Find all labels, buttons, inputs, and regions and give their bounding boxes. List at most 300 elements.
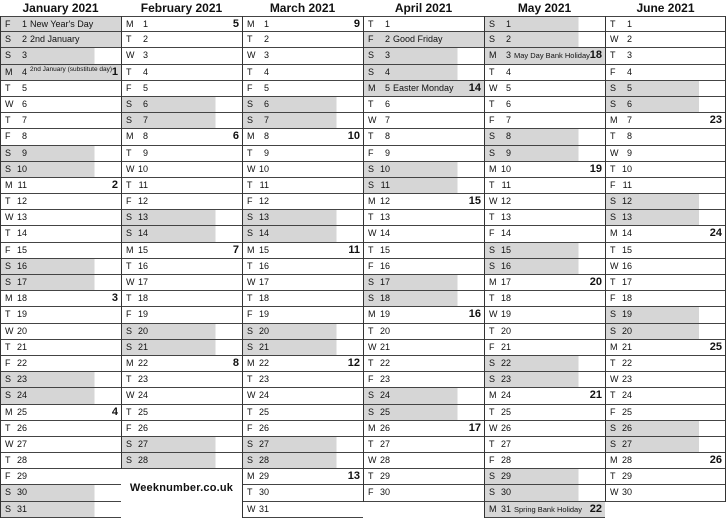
day-row	[243, 97, 363, 113]
weekday-letter: T	[489, 98, 495, 109]
weekday-letter: S	[247, 228, 254, 239]
weekday-letter: M	[247, 471, 255, 482]
weekday-letter: W	[5, 212, 14, 223]
day-number: 15	[137, 244, 148, 255]
day-number: 16	[137, 260, 148, 271]
day-row	[364, 178, 484, 194]
day-number: 22	[379, 357, 390, 368]
day-number: 13	[621, 212, 632, 223]
day-number: 6	[626, 98, 632, 109]
day-row	[606, 81, 725, 97]
week-number: 18	[589, 49, 602, 62]
day-row	[1, 162, 121, 178]
day-row	[364, 16, 484, 32]
weekday-letter: S	[610, 422, 617, 433]
day-number: 31	[500, 503, 511, 514]
weekday-letter: T	[247, 374, 253, 385]
day-row	[364, 485, 484, 501]
day-row	[364, 32, 484, 48]
day-number: 4	[21, 66, 27, 77]
weekday-letter: S	[247, 115, 254, 126]
weekday-letter: S	[368, 163, 375, 174]
day-number: 16	[500, 260, 511, 271]
weekday-letter: T	[610, 277, 616, 287]
day-number: 11	[501, 179, 511, 190]
day-row	[1, 65, 121, 81]
weekday-letter: F	[368, 147, 374, 158]
day-row	[243, 178, 363, 194]
day-number: 14	[379, 228, 390, 239]
weekday-letter: M	[126, 357, 134, 368]
weekday-letter: T	[247, 34, 253, 45]
weekday-letter: S	[247, 341, 254, 352]
day-number: 9	[263, 147, 269, 158]
weekday-letter: S	[489, 357, 496, 368]
day-number: 19	[258, 309, 269, 320]
weekday-letter: T	[489, 293, 495, 304]
day-number: 28	[500, 455, 511, 466]
day-number: 2	[505, 34, 511, 45]
day-row	[485, 243, 605, 259]
day-number: 14	[137, 228, 148, 239]
day-number: 9	[21, 147, 27, 158]
day-number: 7	[505, 115, 511, 126]
day-number: 20	[379, 325, 390, 336]
day-number: 22	[258, 357, 269, 368]
day-row	[485, 421, 605, 437]
day-row	[1, 502, 121, 518]
weekday-letter: T	[489, 179, 495, 190]
day-number: 19	[16, 309, 27, 320]
week-number: 21	[589, 389, 602, 402]
day-row	[243, 210, 363, 226]
day-row	[122, 97, 242, 113]
day-number: 4	[142, 66, 148, 77]
day-number: 10	[621, 163, 632, 174]
weekday-letter: M	[126, 131, 134, 142]
week-number: 17	[468, 421, 481, 434]
day-number: 21	[621, 341, 632, 352]
day-number: 4	[626, 66, 632, 77]
day-number: 22	[500, 357, 511, 368]
weekday-letter: T	[126, 34, 132, 45]
day-number: 12	[137, 196, 148, 207]
month-column	[363, 0, 484, 502]
day-row	[1, 48, 121, 64]
day-row	[485, 178, 605, 194]
day-row	[364, 48, 484, 64]
weekday-letter: T	[368, 212, 374, 223]
day-row	[122, 113, 242, 129]
day-row	[243, 65, 363, 81]
day-number: 13	[137, 212, 148, 223]
day-row	[122, 453, 242, 469]
day-row	[1, 372, 121, 388]
day-number: 27	[16, 438, 27, 449]
day-row	[122, 226, 242, 242]
weekday-letter: T	[247, 66, 253, 77]
day-number: 29	[379, 471, 390, 482]
day-row	[1, 32, 121, 48]
weekday-letter: S	[610, 82, 617, 93]
weekday-letter: W	[610, 260, 619, 271]
weekday-letter: T	[126, 147, 132, 158]
day-row	[485, 162, 605, 178]
day-number: 1	[505, 19, 511, 29]
day-number: 1	[626, 19, 632, 29]
weekday-letter: M	[5, 406, 13, 417]
day-row	[364, 307, 484, 323]
day-row	[485, 194, 605, 210]
day-row	[364, 388, 484, 404]
day-row	[122, 243, 242, 259]
weekday-letter: F	[126, 422, 132, 433]
day-row	[243, 453, 363, 469]
day-row	[122, 210, 242, 226]
holiday-label: May Day Bank Holiday	[514, 51, 590, 61]
weekday-letter: S	[489, 131, 496, 142]
weekday-letter: W	[489, 82, 498, 93]
weekday-letter: S	[5, 260, 12, 271]
day-number: 30	[258, 487, 269, 498]
day-number: 15	[500, 244, 511, 255]
day-number: 10	[137, 163, 148, 174]
day-number: 3	[626, 50, 632, 61]
day-row	[485, 469, 605, 485]
day-row	[606, 97, 725, 113]
weekday-letter: S	[489, 19, 496, 29]
day-number: 24	[258, 390, 269, 401]
day-number: 22	[16, 357, 27, 368]
weekday-letter: S	[368, 390, 375, 401]
day-row	[243, 340, 363, 356]
weekday-letter: F	[5, 471, 11, 482]
weekday-letter: W	[126, 390, 135, 401]
weekday-letter: T	[489, 66, 495, 77]
day-row	[364, 453, 484, 469]
weekday-letter: S	[368, 50, 375, 61]
day-list	[484, 16, 605, 518]
day-number: 12	[379, 196, 390, 207]
day-number: 21	[16, 341, 27, 352]
day-number: 31	[16, 503, 27, 514]
weekday-letter: S	[489, 374, 496, 385]
weekday-letter: W	[126, 50, 135, 61]
weekday-letter: W	[126, 277, 135, 287]
day-row	[122, 340, 242, 356]
day-number: 15	[379, 244, 390, 255]
weekday-letter: T	[247, 293, 253, 304]
day-row	[122, 437, 242, 453]
weekday-letter: M	[126, 19, 134, 29]
day-number: 16	[16, 260, 27, 271]
week-number: 15	[468, 195, 481, 208]
weekday-letter: F	[126, 309, 132, 320]
day-number: 2	[263, 34, 269, 45]
day-number: 30	[621, 487, 632, 498]
day-list	[0, 16, 121, 518]
day-row	[485, 129, 605, 145]
weekday-letter: F	[489, 341, 495, 352]
weekday-letter: M	[368, 196, 376, 207]
day-row	[364, 113, 484, 129]
day-row	[122, 259, 242, 275]
weekday-letter: S	[5, 147, 12, 158]
day-row	[1, 275, 121, 291]
weekday-letter: S	[368, 406, 375, 417]
weekday-letter: T	[5, 82, 11, 93]
day-row	[485, 307, 605, 323]
day-number: 23	[16, 374, 27, 385]
week-number: 8	[232, 356, 239, 369]
day-row	[606, 485, 725, 501]
day-number: 9	[142, 147, 148, 158]
day-row	[364, 243, 484, 259]
day-row	[485, 275, 605, 291]
weekday-letter: S	[5, 163, 12, 174]
weekday-letter: S	[489, 244, 496, 255]
day-row	[606, 48, 725, 64]
weekday-letter: W	[368, 341, 377, 352]
day-row	[364, 97, 484, 113]
week-number: 16	[468, 308, 481, 321]
day-number: 10	[16, 163, 27, 174]
day-row	[122, 81, 242, 97]
weekday-letter: T	[126, 179, 132, 190]
day-row	[243, 291, 363, 307]
day-row	[122, 324, 242, 340]
day-row	[243, 421, 363, 437]
day-row	[364, 356, 484, 372]
day-row	[485, 81, 605, 97]
day-row	[243, 194, 363, 210]
week-number: 13	[347, 470, 360, 483]
weekday-letter: S	[5, 390, 12, 401]
day-row	[243, 405, 363, 421]
day-row	[122, 388, 242, 404]
weekday-letter: F	[247, 82, 253, 93]
day-number: 3	[384, 50, 390, 61]
day-number: 26	[16, 422, 27, 433]
day-row	[364, 65, 484, 81]
day-number: 23	[137, 374, 148, 385]
day-number: 5	[384, 82, 390, 93]
weekday-letter: S	[247, 325, 254, 336]
day-row	[606, 16, 725, 32]
weekday-letter: F	[5, 131, 11, 142]
day-row	[243, 469, 363, 485]
day-row	[243, 162, 363, 178]
weekday-letter: S	[126, 438, 133, 449]
weekday-letter: F	[489, 115, 495, 126]
weekday-letter: T	[126, 66, 132, 77]
month-column	[121, 0, 242, 469]
day-row	[1, 146, 121, 162]
weekday-letter: S	[489, 147, 496, 158]
day-number: 25	[379, 406, 390, 417]
month-column	[605, 0, 726, 502]
weekday-letter: T	[610, 390, 616, 401]
day-number: 26	[500, 422, 511, 433]
weekday-letter: T	[247, 147, 253, 158]
weekday-letter: S	[5, 374, 12, 385]
week-number: 2	[111, 178, 118, 191]
day-row	[364, 275, 484, 291]
weekday-letter: T	[5, 455, 11, 466]
month-title: April 2021	[394, 1, 453, 15]
day-number: 18	[258, 293, 269, 304]
day-number: 19	[379, 309, 390, 320]
weekday-letter: S	[368, 179, 375, 190]
day-number: 11	[622, 179, 632, 190]
month-title: February 2021	[140, 1, 223, 15]
day-row	[1, 437, 121, 453]
day-number: 9	[626, 147, 632, 158]
day-row	[1, 356, 121, 372]
weekday-letter: M	[247, 19, 255, 29]
weekday-letter: F	[610, 406, 616, 417]
day-row	[485, 32, 605, 48]
weekday-letter: T	[368, 244, 374, 255]
weekday-letter: T	[610, 163, 616, 174]
day-row	[243, 48, 363, 64]
week-number: 22	[589, 502, 602, 515]
weekday-letter: S	[126, 228, 133, 239]
day-row	[485, 291, 605, 307]
month-column	[0, 0, 121, 518]
day-row	[485, 324, 605, 340]
weekday-letter: F	[5, 19, 11, 29]
day-row	[243, 32, 363, 48]
day-row	[606, 275, 725, 291]
day-row	[1, 485, 121, 501]
day-number: 8	[384, 131, 390, 142]
weekday-letter: F	[247, 309, 253, 320]
week-number: 26	[709, 454, 722, 467]
weekday-letter: F	[368, 374, 374, 385]
day-number: 11	[259, 179, 269, 190]
day-number: 28	[16, 455, 27, 466]
day-row	[122, 162, 242, 178]
day-row	[1, 113, 121, 129]
day-number: 3	[21, 50, 27, 61]
day-number: 14	[258, 228, 269, 239]
day-row	[364, 146, 484, 162]
holiday-label: Spring Bank Holiday	[514, 504, 582, 514]
day-number: 11	[380, 179, 390, 190]
weekday-letter: T	[368, 438, 374, 449]
weekday-letter: W	[368, 115, 377, 126]
day-row	[1, 405, 121, 421]
weekday-letter: S	[610, 325, 617, 336]
holiday-label: Good Friday	[393, 34, 443, 45]
day-number: 26	[137, 422, 148, 433]
weekday-letter: W	[247, 503, 256, 514]
day-row	[122, 372, 242, 388]
day-row	[122, 48, 242, 64]
day-number: 14	[16, 228, 27, 239]
weekday-letter: S	[610, 98, 617, 109]
day-number: 20	[137, 325, 148, 336]
day-row	[485, 388, 605, 404]
day-row	[485, 356, 605, 372]
day-row	[485, 113, 605, 129]
weekday-letter: S	[126, 341, 133, 352]
holiday-label: New Year's Day	[30, 19, 94, 29]
day-row	[243, 307, 363, 323]
day-number: 13	[500, 212, 511, 223]
day-number: 24	[137, 390, 148, 401]
weekday-letter: S	[5, 503, 12, 514]
day-number: 8	[21, 131, 27, 142]
weekday-letter: F	[489, 228, 495, 239]
weekday-letter: M	[5, 179, 13, 190]
weekday-letter: W	[489, 309, 498, 320]
day-number: 12	[500, 196, 511, 207]
week-number: 7	[232, 243, 239, 256]
weekday-letter: M	[247, 131, 255, 142]
holiday-label: Easter Monday	[393, 82, 454, 93]
weekday-letter: T	[5, 196, 11, 207]
weekday-letter: M	[610, 228, 618, 239]
day-number: 23	[258, 374, 269, 385]
weekday-letter: M	[489, 277, 497, 287]
day-row	[1, 226, 121, 242]
weekday-letter: T	[368, 325, 374, 336]
weekday-letter: M	[610, 341, 618, 352]
week-number: 3	[111, 292, 118, 305]
day-number: 14	[621, 228, 632, 239]
weekday-letter: S	[5, 487, 12, 498]
day-row	[606, 65, 725, 81]
weekday-letter: S	[489, 34, 496, 45]
day-row	[606, 453, 725, 469]
weekday-letter: F	[610, 66, 616, 77]
day-number: 6	[21, 98, 27, 109]
weekday-letter: W	[247, 390, 256, 401]
day-number: 1	[263, 19, 269, 29]
day-row	[243, 388, 363, 404]
weekday-letter: W	[610, 374, 619, 385]
week-number: 25	[709, 340, 722, 353]
day-row	[122, 405, 242, 421]
weekday-letter: T	[5, 228, 11, 239]
day-number: 24	[621, 390, 632, 401]
day-number: 19	[500, 309, 511, 320]
day-row	[1, 421, 121, 437]
weekday-letter: S	[368, 293, 375, 304]
weekday-letter: F	[126, 196, 132, 207]
day-row	[485, 437, 605, 453]
day-number: 18	[137, 293, 148, 304]
day-row	[1, 210, 121, 226]
day-number: 17	[16, 277, 27, 287]
weekday-letter: M	[368, 82, 376, 93]
weekday-letter: T	[489, 212, 495, 223]
month-column	[484, 0, 605, 518]
weekday-letter: S	[610, 309, 617, 320]
day-row	[243, 372, 363, 388]
day-number: 8	[263, 131, 269, 142]
day-row	[1, 259, 121, 275]
day-row	[122, 129, 242, 145]
day-row	[1, 129, 121, 145]
day-row	[243, 16, 363, 32]
day-number: 2	[21, 34, 27, 45]
weekday-letter: S	[610, 196, 617, 207]
day-row	[364, 226, 484, 242]
day-number: 25	[137, 406, 148, 417]
